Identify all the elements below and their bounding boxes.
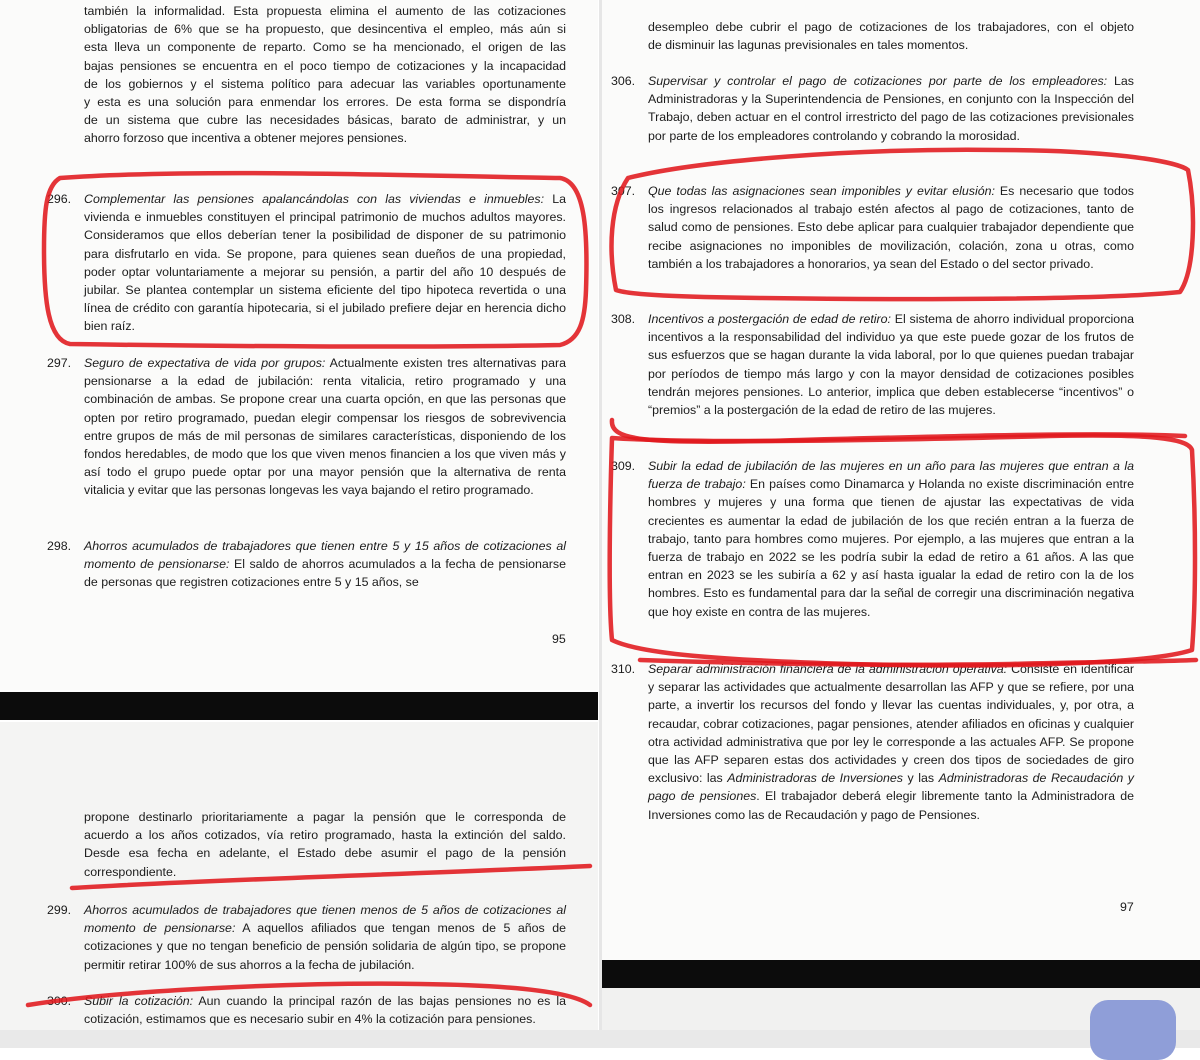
text-line: de un sistema que cubre las necesidades básicas, barato de administrar, y un (84, 113, 566, 128)
paragraph-title: Que todas las asignaciones sean imponibles y evitar elusión: (648, 184, 995, 198)
paragraph-310 (611, 660, 1135, 824)
text-line: correspondiente. (84, 864, 177, 879)
paragraph-number: 307. (611, 184, 636, 198)
continuation-paragraph (648, 18, 1134, 54)
paragraph-body: En países como Dinamarca y Holanda no existe discriminación entre hombres y mujeres y una forma que tienen de ajustar las expectativas de vida crecientes es aumentar la edad de jubilación de los que recién entran a la fuerza de trabajo, tanto para hombres como mujeres. Por ejemplo, a las mujeres que entran a la fuerza de trabajo en 2022 se les podría subir la edad de retiro a 61 años. A las que entran en 2023 se les subiría a 62 y así hasta igualar la edad de retiro con la de los hombres. Esto es fundamental para dar la señal de corregir una discriminación negativa que hoy existe en contra de las mujeres. (648, 477, 1134, 619)
paragraph-title: Supervisar y controlar el pago de cotizaciones por parte de los empleadores: (648, 74, 1108, 88)
paragraph-number: 296. (47, 192, 72, 206)
paragraph-body: Aun cuando la principal razón de las bajas pensiones no es la cotización, estimamos que es necesario subir en 4% la cotización para pensiones. (84, 994, 567, 1027)
page-number: 97 (1120, 900, 1134, 914)
black-bar (0, 692, 598, 720)
paragraph-body: Consiste en identificar y separar las actividades que actualmente desarrollan las AFP y que se refiere, por una parte, a invertir los recursos del fondo y llevar las cuentas individuales, y, por otra, a recaudar, cobrar cotizaciones, pagar pensiones, atender afiliados en oficinas y cualquier otra actividad administrativa que por ley le corresponde a las actuales AFP. Se propone que las AFP separen estas dos actividades y creen dos tipos de sociedades de giro exclusivo: las (648, 662, 1134, 786)
paragraph-title: Ahorros acumulados de trabajadores que tienen menos de 5 años de cotizaciones al momento de pensionarse: (84, 903, 566, 936)
paragraph-306 (611, 72, 1134, 145)
screen-bottom-bar (0, 1030, 1200, 1048)
paragraph-number: 308. (611, 312, 636, 326)
page-number: 95 (552, 632, 566, 646)
text-line: de disminuir las lagunas previsionales en tales momentos. (648, 38, 969, 53)
paragraph-body: Es necesario que todos los ingresos relacionados al trabajo estén afectos al pago de cotizaciones, tanto de salud como de pensiones. Esto debe aplicar para cualquier trabajador dependiente que recibe asignaciones no imponibles de movilización, colación, zona u otras, como también a los trabajadores a honorarios, ya sean del Estado o del sector privado. (648, 184, 1134, 271)
text-line: ahorro forzoso que incentiva a obtener mejores pensiones. (84, 131, 408, 146)
paragraph-joiner: y las (907, 771, 935, 786)
paragraph-number: 300. (47, 994, 72, 1008)
paragraph-298 (47, 537, 566, 592)
paragraph-title: Seguro de expectativa de vida por grupos: (84, 356, 326, 370)
floating-action-button[interactable] (1090, 1000, 1176, 1060)
paragraph-300 (47, 992, 567, 1028)
intro-paragraph (84, 2, 566, 148)
page-96 (0, 722, 598, 1048)
text-line: esta lleva un componente de reparto. Como se ha mencionado, el origen de las (84, 40, 566, 55)
paragraph-body: El saldo de ahorros acumulados a la fecha de pensionarse de personas que registren cotizaciones entre 5 y 15 años, se (84, 557, 566, 590)
text-line: también la informalidad. Esta propuesta elimina el aumento de las cotizaciones (84, 4, 566, 18)
paragraph-number: 309. (611, 459, 636, 473)
paragraph-title: Incentivos a postergación de edad de retiro: (648, 312, 891, 326)
paragraph-299 (47, 901, 566, 974)
paragraph-title: Separar administración financiera de la administración operativa: (648, 662, 1008, 676)
paragraph-italic-term: Administradoras de Inversiones (727, 771, 903, 786)
page-95 (0, 0, 598, 690)
continuation-paragraph (84, 808, 566, 881)
paragraph-number: 297. (47, 356, 72, 370)
text-line: bajas pensiones se encuentra en el poco tiempo de cotizaciones y la incapacidad (84, 58, 566, 73)
paragraph-body: El sistema de ahorro individual proporciona incentivos a la responsabilidad del individuo ya que este puede gozar de los frutos de sus esfuerzos que se hagan durante la vida laboral, por lo que quienes puedan trabajar por períodos de tiempo más largo y con la mayor densidad de cotizaciones posibles tendrán mejores pensiones. Lo anterior, implica que deben establecerse “incentivos” o “premios” a la postergación de la edad de retiro de las mujeres. (648, 312, 1134, 418)
paragraph-body: Las Administradoras y la Superintendencia de Pensiones, en conjunto con la Inspección del Trabajo, deben actuar en el control irrestricto del pago de las cotizaciones previsionales por parte de los empleadores controlando y cobrando la morosidad. (648, 74, 1134, 143)
paragraph-title: Ahorros acumulados de trabajadores que tienen entre 5 y 15 años de cotizaciones al momento de pensionarse: (84, 539, 566, 572)
paragraph-body: A aquellos afiliados que tengan menos de 5 años de cotizaciones y que no tengan beneficio de pensión solidaria de algún tipo, se propone permitir retirar 100% de sus ahorros a la fecha de jubilación. (84, 921, 566, 972)
paragraph-number: 306. (611, 74, 636, 88)
paragraph-297 (47, 354, 566, 500)
page-97 (602, 0, 1200, 960)
paragraph-number: 298. (47, 539, 72, 553)
paragraph-body: La vivienda e inmuebles constituyen el principal patrimonio de muchos adultos mayores. Consideramos que ellos deberían tener la posibilidad de disponer de su patrimonio para disfrutarlo en vida. Se propone, para quienes sean dueños de una propiedad, poder optar voluntariamente a mejorar su pensión, a partir del año 10 después de jubilar. Se plantea contemplar un sistema eficiente del tipo hipoteca revertida o una línea de crédito con garantía hipotecaria, si el jubilado prefiere dejar en herencia dicho bien raíz. (84, 192, 566, 334)
text-line: Desde esa fecha en adelante, el Estado debe asumir el pago de la pensión (84, 846, 566, 861)
paragraph-title: Subir la edad de jubilación de las mujeres en un año para las mujeres que entran a la fuerza de trabajo: (648, 459, 1134, 492)
paragraph-tail: . El trabajador deberá elegir libremente tanto la Administradora de Inversiones como las de Recaudación y pago de Pensiones. (648, 789, 1134, 822)
text-line: desempleo debe cubrir el pago de cotizaciones de los trabajadores, con el objeto (648, 20, 1134, 34)
paragraph-body: Actualmente existen tres alternativas para pensionarse a la edad de jubilación: renta vitalicia, retiro programado y una combinación de ambas. Se propone crear una cuarta opción, en que las personas que opten por retiro programado, puedan elegir compensar los riesgos de sobrevivencia entre grupos de más de mil personas de similares características, disponiendo de los fondos heredables, de modo que los que viven menos financien a los que viven más y así todo el grupo puede optar por una mayor pensión que la alternativa de renta vitalicia y evitar que las personas longevas les vaya bajando el retiro programado. (84, 356, 566, 498)
black-bar (602, 960, 1200, 988)
paragraph-307 (611, 182, 1134, 273)
paragraph-number: 310. (611, 662, 636, 676)
text-line: propone destinarlo prioritariamente a pagar la pensión que le corresponda de (84, 810, 566, 824)
paragraph-title: Subir la cotización: (84, 994, 194, 1008)
paragraph-italic-term: Administradoras de Recaudación y pago de pensiones (648, 771, 1135, 804)
text-line: obligatorias de 6% que se ha propuesto, que desincentiva el empleo, más aún si (84, 22, 566, 37)
text-line: y esta es una solución para enmendar los errores. De esta forma se dispondría (84, 95, 566, 110)
paragraph-296 (47, 190, 566, 336)
paragraph-number: 299. (47, 903, 72, 917)
text-line: de los gobiernos y el sistema político para adecuar las variables oportunamente (84, 76, 566, 91)
paragraph-309 (611, 457, 1134, 621)
paragraph-title: Complementar las pensiones apalancándolas con las viviendas e inmuebles: (84, 192, 545, 206)
text-line: acuerdo a los años cotizados, vía retiro programado, hasta la extinción del saldo. (84, 828, 566, 843)
paragraph-308 (611, 310, 1134, 419)
